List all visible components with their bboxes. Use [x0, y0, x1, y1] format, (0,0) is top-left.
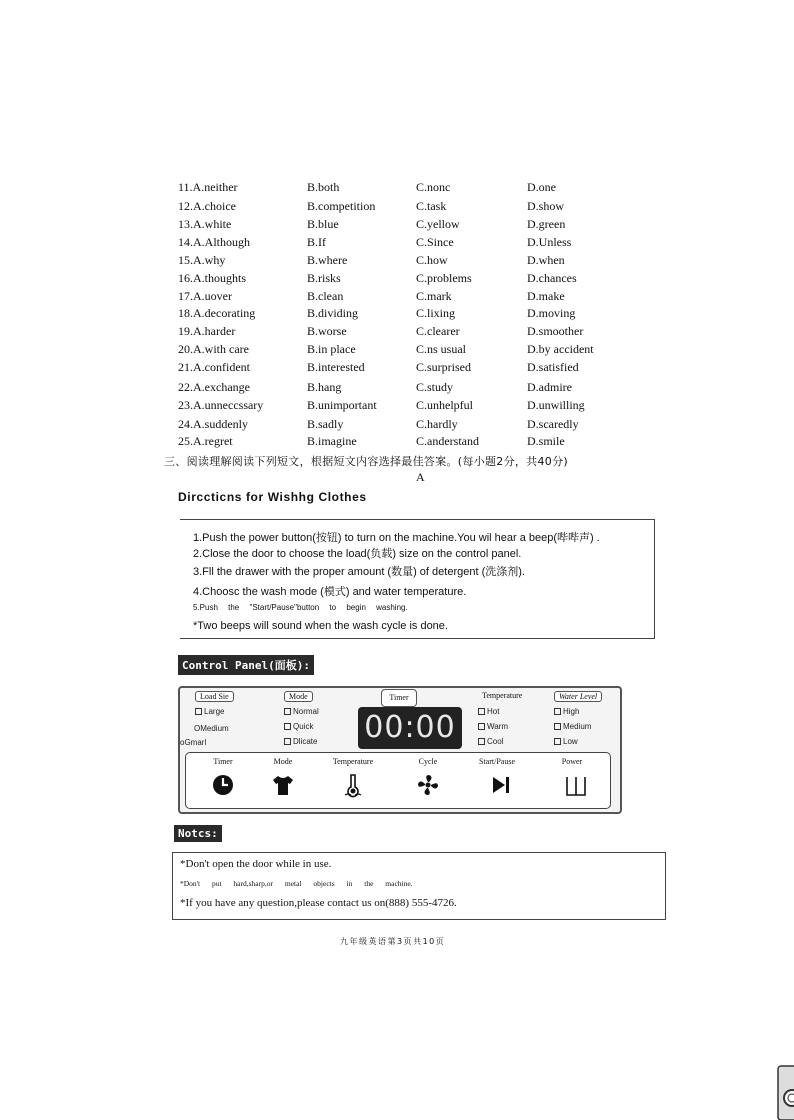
choice-option-b: B.sadly — [307, 417, 344, 431]
step-4: 4.Choosc the wash mode (模式) and water temperature. — [193, 586, 467, 598]
directions-title: Dirccticns for Wishhg Clothes — [178, 490, 367, 504]
choice-option-a: 12.A.choice — [178, 199, 236, 213]
choice-option-d: D.Unless — [527, 235, 572, 249]
choice-option-c: C.task — [416, 199, 447, 213]
choice-option-a: 11.A.neither — [178, 180, 238, 194]
load-size-option-medium[interactable]: OMedium — [194, 724, 229, 733]
choice-option-a: 17.A.uover — [178, 289, 232, 303]
choice-option-b: B.competition — [307, 199, 376, 213]
choice-option-b: B.risks — [307, 271, 341, 285]
choice-option-d: D.show — [527, 199, 565, 213]
choice-option-b: B.where — [307, 253, 348, 267]
mode-option-delicate[interactable]: Dlicate — [284, 737, 317, 746]
step-1: 1.Push the power button(按钮) to turn on the machine.You wil hear a beep(哔哔声) . — [193, 532, 600, 544]
mode-label: Mode — [284, 691, 313, 702]
control-panel-label: Control Panel(面板): — [178, 655, 314, 675]
choice-option-d: D.satisfied — [527, 360, 579, 374]
note-3: *If you have any question,please contact us on(888) 555-4726. — [180, 897, 457, 909]
choice-option-a: 25.A.regret — [178, 434, 233, 448]
choice-option-b: B.imagine — [307, 434, 357, 448]
choice-option-b: B.clean — [307, 289, 344, 303]
choice-option-c: C.surprised — [416, 360, 471, 374]
choice-option-d: D.smoother — [527, 324, 584, 338]
load-size-option-small[interactable]: oGmarl — [180, 738, 207, 747]
note-1: *Don't open the door while in use. — [180, 858, 332, 870]
choice-option-a: 14.A.Although — [178, 235, 250, 249]
power-button-label: Power — [561, 757, 583, 766]
choice-option-c: C.Since — [416, 235, 454, 249]
water-level-option-low[interactable]: Low — [554, 737, 578, 746]
load-size-option-large[interactable]: Large — [195, 707, 224, 716]
choice-option-c: C.nonc — [416, 180, 451, 194]
cycle-button-label: Cycle — [418, 757, 438, 766]
choice-option-a: 16.A.thoughts — [178, 271, 247, 285]
choice-option-a: 23.A.unneccssary — [178, 398, 264, 412]
choice-option-b: B.interested — [307, 360, 365, 374]
thermometer-icon[interactable] — [339, 771, 367, 799]
choice-option-c: C.anderstand — [416, 434, 479, 448]
temperature-option-warm[interactable]: Warm — [478, 722, 508, 731]
play-pause-icon[interactable] — [487, 771, 515, 799]
choice-option-d: D.by accident — [527, 342, 594, 356]
power-icon[interactable] — [562, 771, 590, 799]
choice-option-d: D.unwilling — [527, 398, 585, 412]
choice-option-c: C.unhelpful — [416, 398, 473, 412]
washing-machine-image — [776, 1064, 794, 1120]
timer-display: 00:00 — [358, 707, 462, 749]
choice-option-d: D.when — [527, 253, 565, 267]
choice-option-c: C.problems — [416, 271, 472, 285]
choice-option-a: 13.A.white — [178, 217, 232, 231]
step-5: 5.Push the "Start/Pause"button to begin washing. — [193, 603, 408, 612]
choice-option-d: D.green — [527, 217, 566, 231]
temperature-option-cool[interactable]: Cool — [478, 737, 503, 746]
step-2: 2.Close the door to choose the load(负载) size on the control panel. — [193, 548, 522, 560]
notes-label: Notcs: — [174, 825, 222, 842]
choice-option-b: B.both — [307, 180, 340, 194]
choice-option-a: 19.A.harder — [178, 324, 236, 338]
choice-option-d: D.admire — [527, 380, 572, 394]
choice-option-a: 24.A.suddenly — [178, 417, 248, 431]
choice-option-b: B.hang — [307, 380, 342, 394]
temperature-button-label: Temperature — [332, 757, 374, 766]
choice-option-d: D.make — [527, 289, 565, 303]
choice-option-b: B.If — [307, 235, 326, 249]
load-size-label: Load Sie — [195, 691, 234, 702]
choice-option-c: C.how — [416, 253, 448, 267]
temperature-label: Temperature — [482, 691, 523, 700]
choice-option-b: B.unimportant — [307, 398, 377, 412]
water-level-label: Water Level — [554, 691, 602, 702]
choice-option-c: C.lixing — [416, 306, 456, 320]
choice-option-c: C.ns usual — [416, 342, 467, 356]
clock-icon[interactable] — [209, 771, 237, 799]
choice-option-c: C.clearer — [416, 324, 460, 338]
choice-option-c: C.study — [416, 380, 454, 394]
step-3: 3.Fll the drawer with the proper amount (数量) of detergent (洗涤剂). — [193, 566, 525, 578]
water-level-option-high[interactable]: High — [554, 707, 579, 716]
mode-option-normal[interactable]: Normal — [284, 707, 319, 716]
note-2: *Don't put hard,sharp,or metal objects in the machine. — [180, 879, 413, 888]
choice-option-a: 18.A.decorating — [178, 306, 256, 320]
start-pause-button-label: Start/Pause — [479, 757, 515, 766]
choice-option-a: 21.A.confident — [178, 360, 250, 374]
mode-option-quick[interactable]: Quick — [284, 722, 313, 731]
choice-option-a: 15.A.why — [178, 253, 226, 267]
choice-option-a: 22.A.exchange — [178, 380, 250, 394]
choice-option-a: 20.A.with care — [178, 342, 249, 356]
step-note: *Two beeps will sound when the wash cycle is done. — [193, 620, 448, 632]
page-footer: 九年级英语第3页共10页 — [340, 937, 446, 946]
choice-option-c: C.yellow — [416, 217, 460, 231]
choice-option-d: D.moving — [527, 306, 576, 320]
choice-option-d: D.scaredly — [527, 417, 579, 431]
choice-option-d: D.chances — [527, 271, 577, 285]
temperature-option-hot[interactable]: Hot — [478, 707, 499, 716]
choice-option-b: B.dividing — [307, 306, 359, 320]
choice-option-b: B.blue — [307, 217, 339, 231]
water-level-option-medium[interactable]: Medium — [554, 722, 591, 731]
section-title: 三、阅读理解阅读下列短文，根据短文内容选择最佳答案。(每小题2分，共40分) — [164, 455, 568, 468]
choice-option-d: D.one — [527, 180, 556, 194]
timer-button-label: Timer — [213, 757, 233, 766]
choice-option-d: D.smile — [527, 434, 565, 448]
shirt-icon[interactable] — [269, 771, 297, 799]
timer-label: Timer — [381, 689, 417, 707]
choice-option-c: C.hardly — [416, 417, 458, 431]
fan-icon[interactable] — [414, 771, 442, 799]
choice-option-b: B.in place — [307, 342, 356, 356]
choice-option-b: B.worse — [307, 324, 347, 338]
passage-letter: A — [416, 470, 425, 484]
choice-option-c: C.mark — [416, 289, 452, 303]
mode-button-label: Mode — [273, 757, 293, 766]
